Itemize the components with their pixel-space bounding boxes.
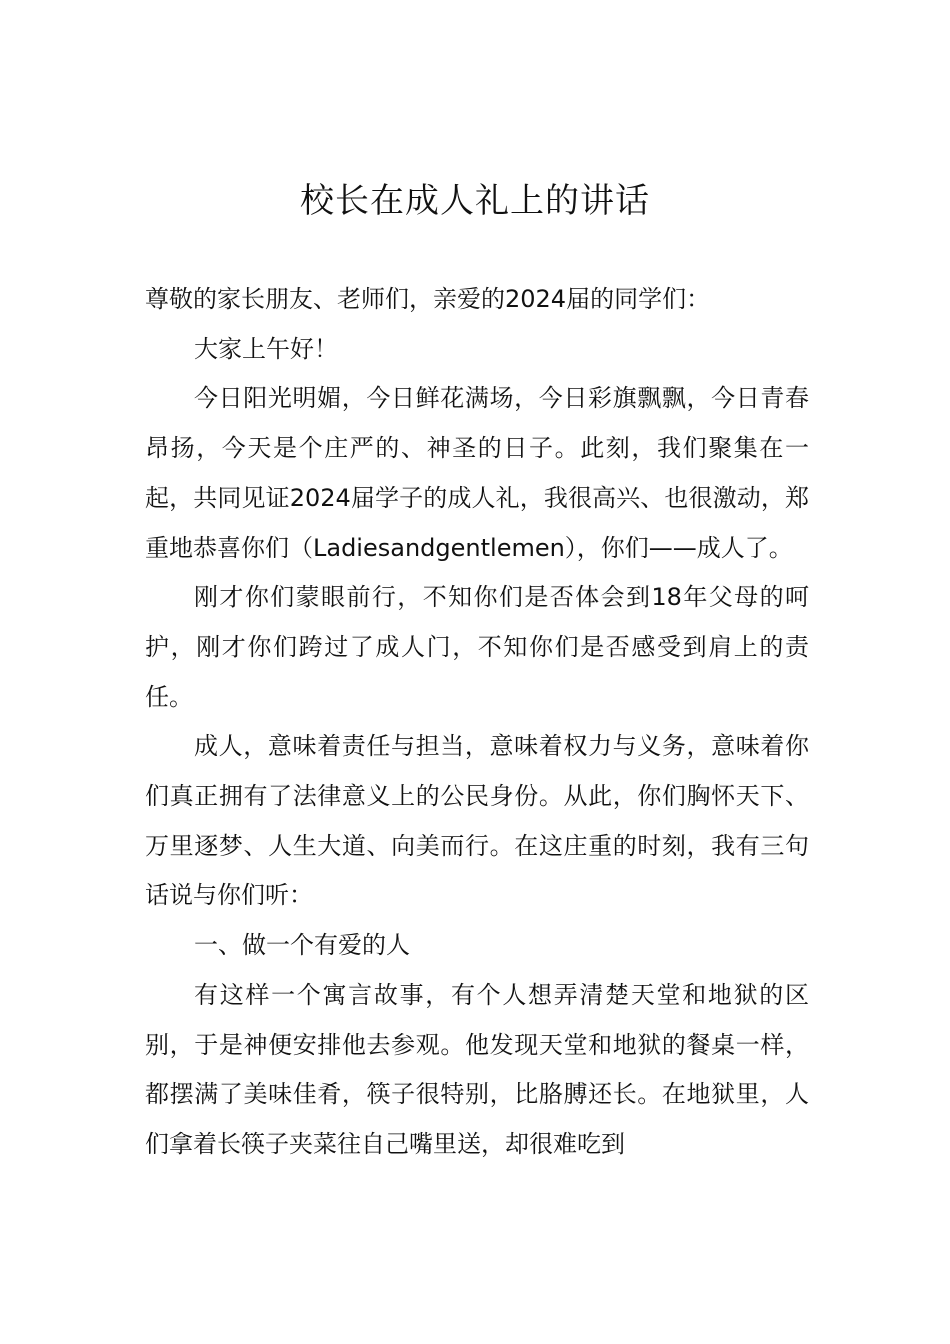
document-title: 校长在成人礼上的讲话 — [300, 181, 650, 221]
greeting-paragraph: 大家上午好！ — [194, 334, 338, 363]
document-body — [145, 275, 809, 1170]
body-paragraph: 有这样一个寓言故事，有个人想弄清楚天堂和地狱的区别，于是神便安排他去参观。他发现天堂和地狱的餐桌一样，都摆满了美味佳肴，筷子很特别，比胳膊还长。在地狱里，人们拿着长筷子夹菜往自己嘴里送，却很难吃到 — [145, 980, 809, 1158]
body-paragraph: 成人，意味着责任与担当，意味着权力与义务，意味着你们真正拥有了法律意义上的公民身份。从此，你们胸怀天下、万里逐梦、人生大道、向美而行。在这庄重的时刻，我有三句话说与你们听： — [145, 732, 809, 910]
section-heading: 一、做一个有爱的人 — [194, 931, 410, 960]
salutation-paragraph: 尊敬的家长朋友、老师们，亲爱的2024届的同学们： — [145, 285, 711, 313]
body-paragraph: 今日阳光明媚，今日鲜花满场，今日彩旗飘飘，今日青春昂扬，今天是个庄严的、神圣的日子。此刻，我们聚集在一起，共同见证2024届学子的成人礼，我很高兴、也很激动，郑重地恭喜你们（Ladiesandgentlemen），你们——成人了。 — [145, 384, 809, 562]
body-paragraph: 刚才你们蒙眼前行，不知你们是否体会到18年父母的呵护，刚才你们跨过了成人门，不知你们是否感受到肩上的责任。 — [145, 583, 809, 711]
